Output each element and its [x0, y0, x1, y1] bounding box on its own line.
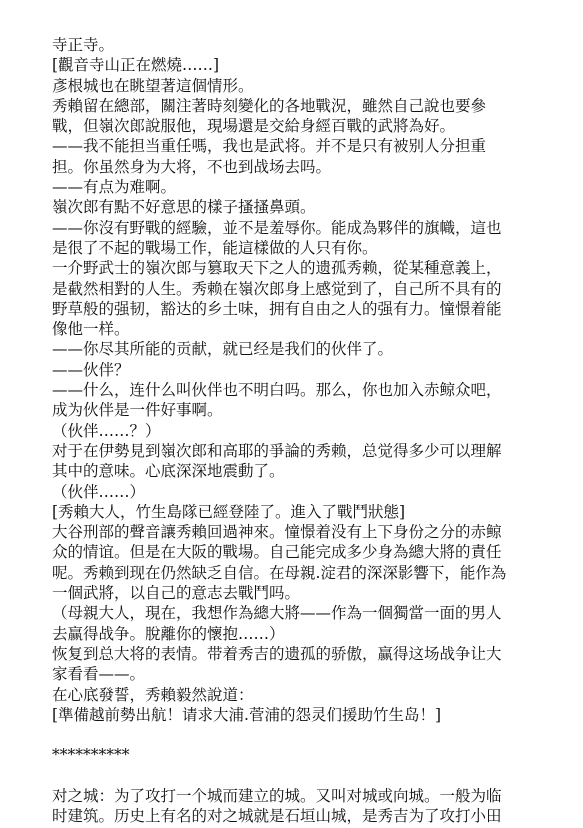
text-line: ——有点为难啊。 [52, 178, 177, 197]
text-line: 一個武將，以自己的意志去戰鬥吗。 [52, 584, 301, 603]
text-line: [觀音寺山正在燃燒……] [52, 56, 220, 75]
text-line: 成为伙伴是一件好事啊。 [52, 401, 223, 420]
text-line: 嶺次郎有點不好意思的樣子搔搔鼻頭。 [52, 198, 316, 217]
text-line: 在心底發誓，秀賴毅然說道： [52, 685, 254, 704]
text-line: 恢复到总大将的表情。带着秀吉的遗孤的骄傲，赢得这场战争让大 [52, 644, 502, 663]
footnote-text [52, 786, 552, 827]
text-line: 是很了不起的戰場工作，能這樣做的人只有你。 [52, 238, 378, 257]
text-line: 去赢得战争。脫離你的懷抱……） [52, 624, 285, 643]
text-line: ——你沒有野戰的經驗，並不是羞辱你。能成為夥伴的旗幟，這也 [52, 218, 502, 237]
text-line: 秀賴留在總部，關注著時刻變化的各地戰況，雖然自己說也要參 [52, 96, 487, 115]
text-line: 大谷刑部的聲音讓秀賴回過神來。憧憬着没有上下身份之分的赤鲸 [52, 523, 502, 542]
text-line: ——我不能担当重任嗎，我也是武将。并不是只有被别人分担重 [52, 137, 487, 156]
text-line: ——你尽其所能的贡献，就已经是我们的伙伴了。 [52, 340, 394, 359]
text-line: 寺正寺。 [52, 36, 115, 54]
text-line: 彥根城也在眺望著這個情形。 [52, 76, 254, 95]
text-line: （伙伴……？） [52, 421, 161, 440]
text-line: 其中的意味。心底深深地震動了。 [52, 462, 285, 481]
text-line: 对于在伊勢見到嶺次郎和高耶的爭論的秀赖，总觉得多少可以理解 [52, 441, 502, 460]
text-line: （母親大人，現在，我想作為總大將——作為一個獨當一面的男人 [52, 604, 502, 623]
text-line: 是截然相對的人生。秀赖在嶺次郎身上感觉到了，自己所不具有的 [52, 279, 502, 298]
text-line: 一介野武士的嶺次郎与篡取天下之人的遗孤秀赖，從某種意義上， [52, 259, 502, 278]
section-separator: ********** [52, 746, 130, 765]
text-line: 担。你虽然身为大将，不也到战场去吗。 [52, 157, 332, 176]
body-text-top [52, 35, 552, 725]
text-line: 对之城：为了攻打一个城而建立的城。又叫对城或向城。一般为临 [52, 786, 502, 805]
text-line: 众的情谊。但是在大阪的戰場。自己能完成多少身為總大將的責任 [52, 543, 502, 562]
text-line: 家看看——。 [52, 665, 146, 684]
text-line: [準備越前勢出航！请求大浦.菅浦的怨灵们援助竹生岛！] [52, 705, 442, 724]
text-line: 像他一样。 [52, 320, 130, 339]
blank-line [52, 725, 552, 745]
text-line: [秀賴大人，竹生島隊已經登陸了。進入了戰鬥狀態] [52, 502, 406, 521]
document-page [52, 35, 552, 827]
text-line: 戰，但嶺次郎說服他，現場還是交給身經百戰的武將為好。 [52, 117, 456, 136]
text-line: ——伙伴？ [52, 360, 130, 379]
text-line: 野草般的强韧，豁达的乡土味，拥有自由之人的强有力。憧憬着能 [52, 299, 502, 318]
blank-line [52, 766, 552, 786]
text-line: （伙伴……） [52, 482, 146, 501]
text-line: 呢。秀赖到现在仍然缺乏自信。在母親.淀君的深深影響下，能作為 [52, 563, 507, 582]
text-line: 时建筑。历史上有名的对之城就是石垣山城，是秀吉为了攻打小田 [52, 807, 502, 826]
text-line: ——什么，连什么叫伙伴也不明白吗。那么，你也加入赤鲸众吧， [52, 381, 502, 400]
